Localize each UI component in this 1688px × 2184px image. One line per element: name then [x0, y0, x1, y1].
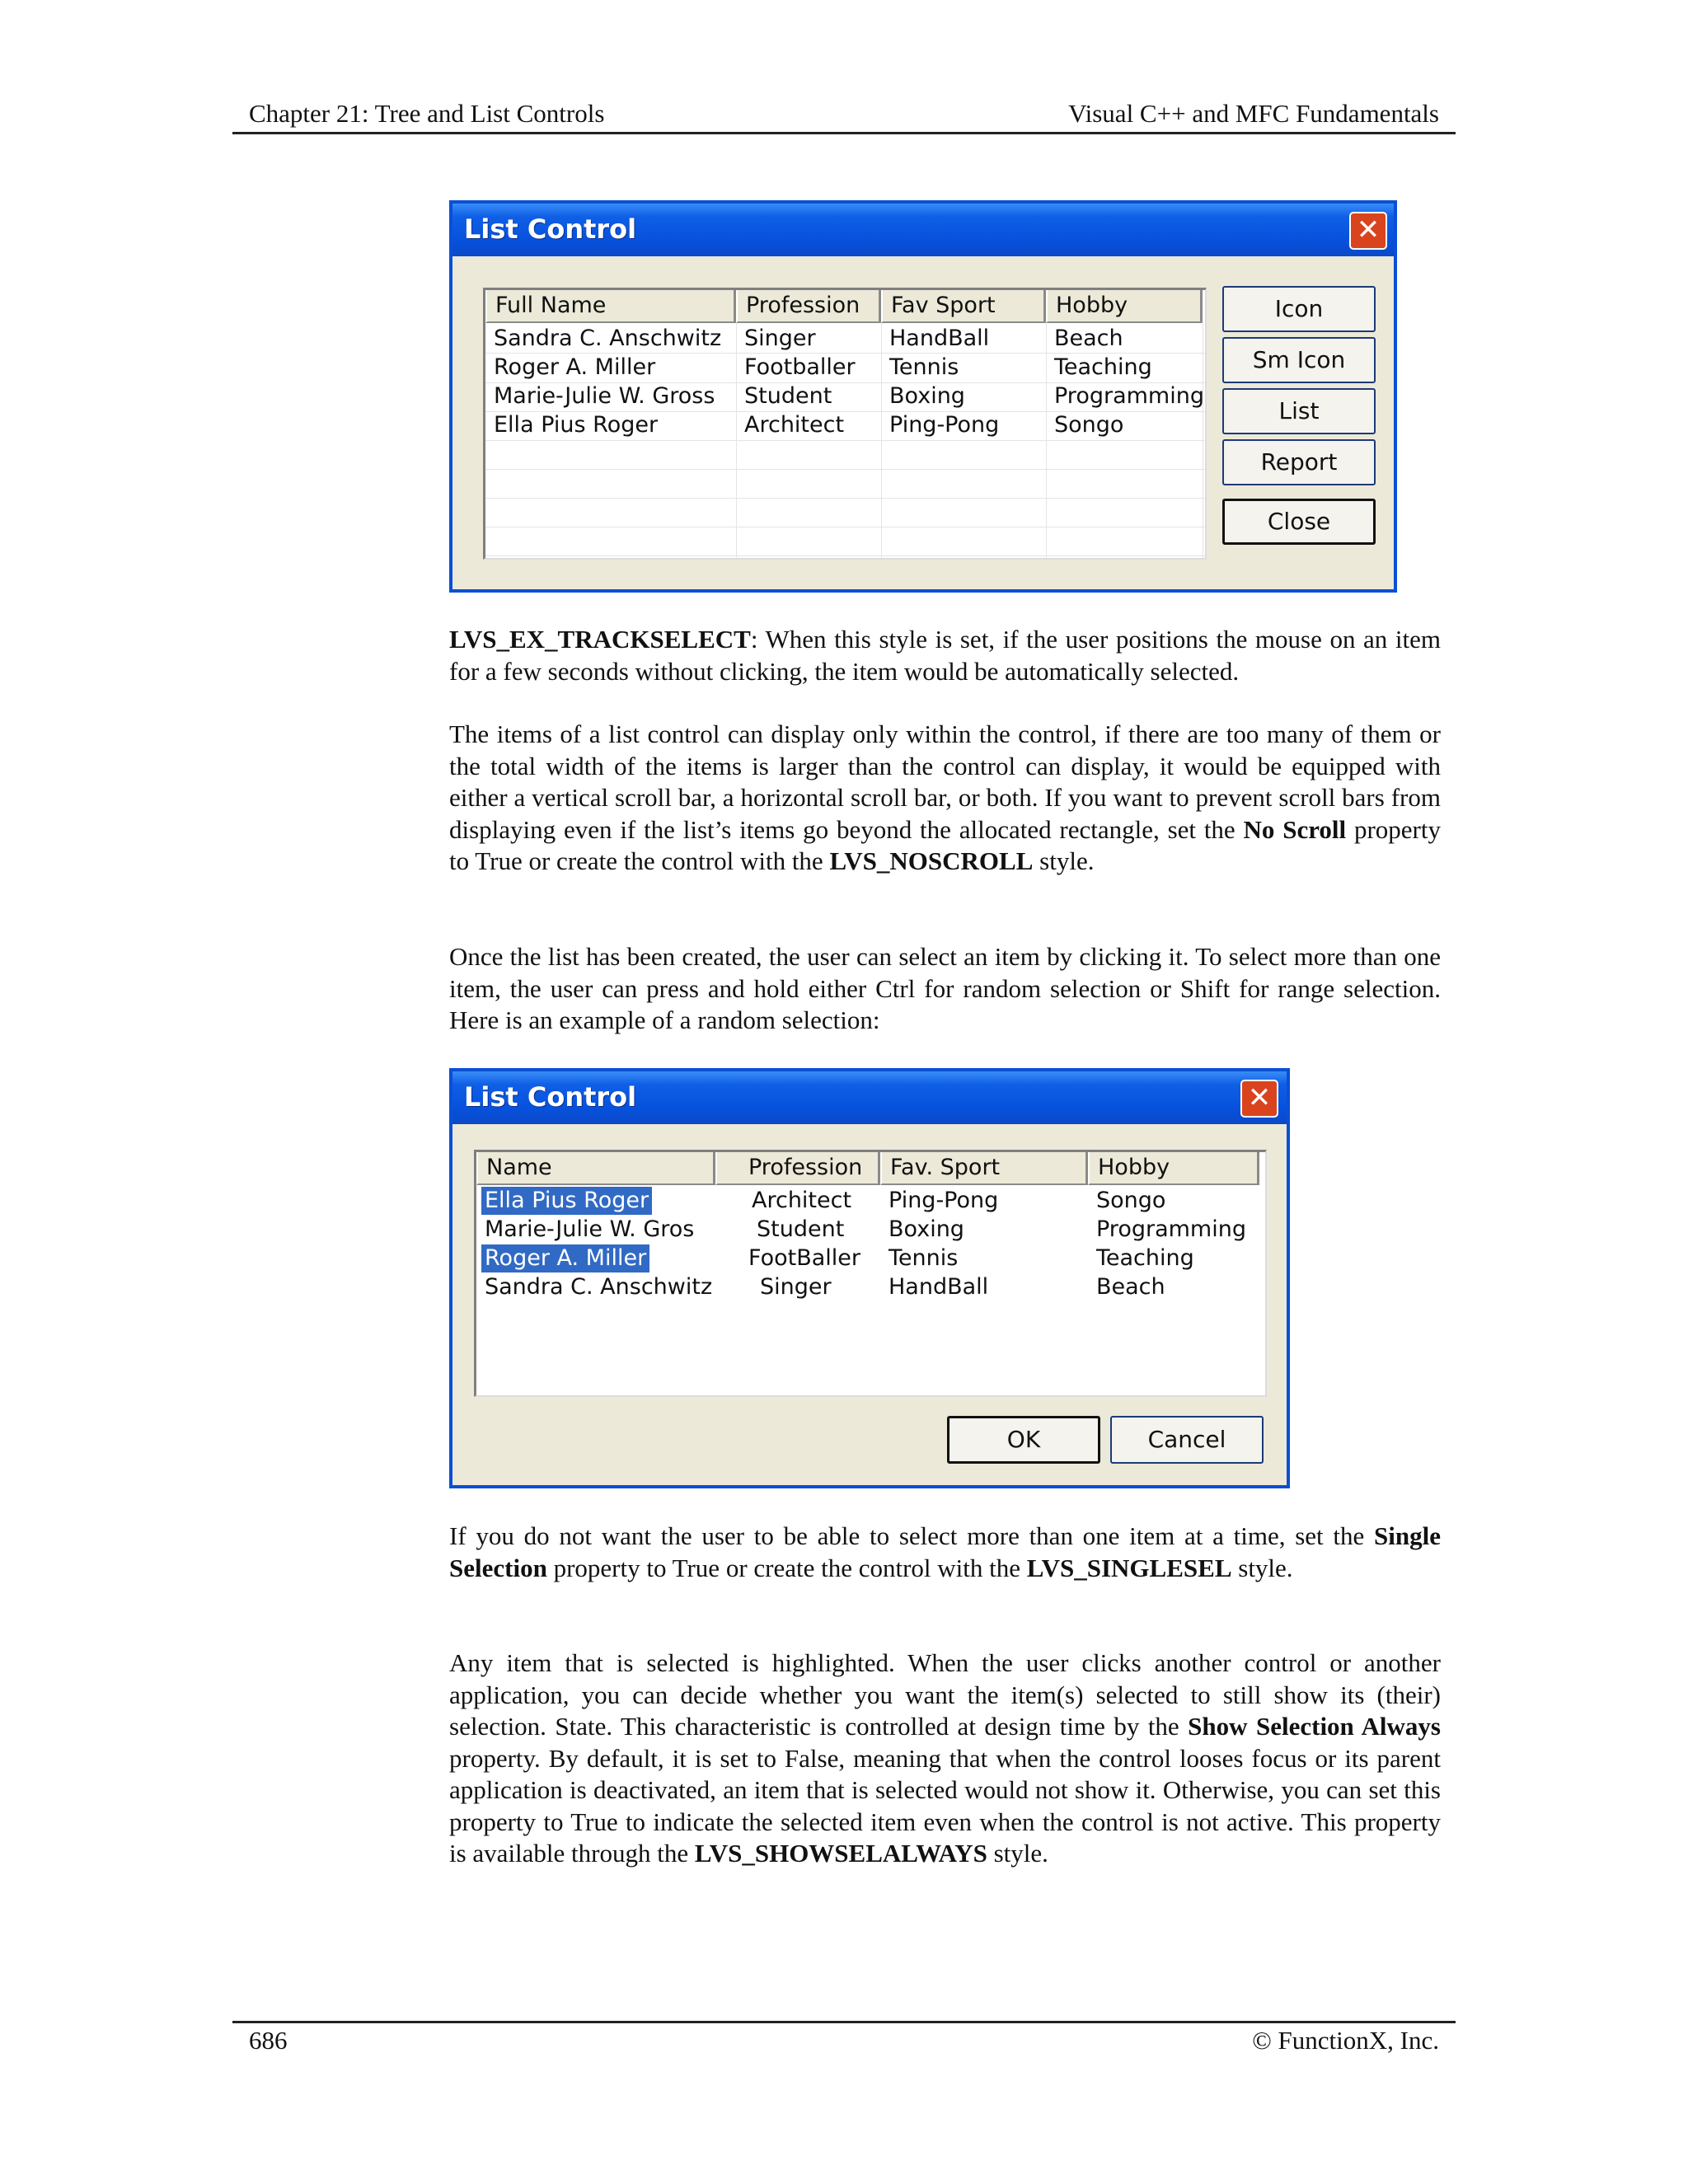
grid-line — [1046, 323, 1047, 558]
list-cell: Teaching — [1096, 1245, 1194, 1271]
grid-line — [881, 323, 882, 558]
column-header-hobby[interactable]: Hobby — [1088, 1152, 1259, 1185]
list-control-dialog-1 — [449, 200, 1397, 593]
property-no-scroll: No Scroll — [1243, 814, 1347, 844]
list-cell[interactable]: Marie-Julie W. Gross — [494, 383, 715, 409]
list-cell[interactable]: Roger A. Miller — [494, 354, 656, 380]
list-cell: Architect — [752, 1188, 852, 1213]
paragraph-showselalways — [449, 1647, 1441, 1870]
list-cell: Singer — [760, 1274, 832, 1300]
list-cell: HandBall — [889, 326, 990, 351]
paragraph-text: property to True or create the control with the — [449, 814, 1441, 875]
list-cell[interactable]: Marie-Julie W. Gros — [485, 1216, 695, 1242]
grid-line — [485, 440, 1205, 441]
term-lvs-ex-trackselect: LVS_EX_TRACKSELECT — [449, 625, 751, 654]
column-header-name[interactable]: Name — [476, 1152, 715, 1185]
dialog-title: List Control — [464, 1081, 637, 1113]
list-cell: HandBall — [889, 1274, 989, 1300]
style-lvs-noscroll: LVS_NOSCROLL — [829, 846, 1034, 875]
grid-line — [485, 469, 1205, 470]
column-header-profession[interactable]: Profession — [736, 290, 881, 323]
list-cell: FootBaller — [748, 1245, 860, 1271]
close-button[interactable]: Close — [1222, 499, 1376, 545]
list-cell: Programming — [1054, 383, 1204, 409]
column-header-fav-sport[interactable]: Fav. Sport — [880, 1152, 1088, 1185]
list-cell-selected[interactable]: Ella Pius Roger — [481, 1187, 652, 1215]
column-header-full-name[interactable]: Full Name — [485, 290, 736, 323]
paragraph-text: property. By default, it is set to False, meaning that when the control looses focus or its parent application is deactivated, an item that is selected would not show it. Otherwise, you can set this property to True to indicate the selected item even when the control is not active. This property is available through the — [449, 1743, 1441, 1868]
report-list-view[interactable] — [483, 288, 1207, 560]
icon-view-button[interactable]: Icon — [1222, 286, 1376, 332]
list-cell: Tennis — [889, 354, 959, 380]
list-cell[interactable]: Sandra C. Anschwitz — [494, 326, 722, 351]
list-cell: Ping-Pong — [889, 412, 1000, 438]
footer-rule — [232, 2021, 1456, 2023]
column-header-hobby[interactable]: Hobby — [1046, 290, 1203, 323]
paragraph-singlesel — [449, 1521, 1441, 1584]
report-view-button[interactable]: Report — [1222, 439, 1376, 485]
list-cell: Ping-Pong — [889, 1188, 999, 1213]
grid-line — [485, 555, 1205, 556]
header-rule — [232, 132, 1456, 134]
list-cell-selected[interactable]: Roger A. Miller — [481, 1244, 649, 1272]
cancel-button[interactable]: Cancel — [1110, 1416, 1264, 1464]
list-cell: Singer — [744, 326, 816, 351]
paragraph-text: style. — [987, 1839, 1048, 1868]
running-header-chapter: Chapter 21: Tree and List Controls — [249, 99, 605, 128]
list-cell: Beach — [1054, 326, 1123, 351]
list-cell: Tennis — [889, 1245, 959, 1271]
grid-line — [736, 323, 737, 558]
paragraph-text: If you do not want the user to be able to select more than one item at a time, set the — [449, 1521, 1375, 1550]
running-header-book: Visual C++ and MFC Fundamentals — [1068, 99, 1439, 128]
close-icon[interactable]: ✕ — [1349, 212, 1387, 250]
list-cell: Songo — [1054, 412, 1124, 438]
paragraph-text: property to True or create the control with the — [546, 1553, 1027, 1582]
dialog-title: List Control — [464, 213, 637, 245]
ok-button[interactable]: OK — [947, 1416, 1100, 1464]
page-number: 686 — [249, 2026, 288, 2055]
paragraph-noscroll — [449, 719, 1441, 878]
list-cell: Architect — [744, 412, 845, 438]
property-single-selection: Single Selection — [449, 1521, 1441, 1582]
style-lvs-showselalways: LVS_SHOWSELALWAYS — [694, 1839, 987, 1868]
style-lvs-singlesel: LVS_SINGLESEL — [1026, 1553, 1232, 1582]
property-show-selection-always: Show Selection Always — [1188, 1712, 1441, 1741]
title-bar[interactable] — [452, 204, 1394, 256]
list-cell[interactable]: Sandra C. Anschwitz — [485, 1274, 713, 1300]
list-cell: Boxing — [889, 383, 965, 409]
paragraph-text: The items of a list control can display only within the control, if there are too many of them or the total width of the items is larger than the control can display, it would be equipped with either a vertical scroll bar, a horizontal scroll bar, or both. If you want to prevent scroll bars from displaying even if the list’s items go beyond the allocated rectangle, set the — [449, 719, 1441, 844]
list-cell: Student — [757, 1216, 845, 1242]
list-cell: Songo — [1096, 1188, 1166, 1213]
report-list-view[interactable] — [474, 1150, 1267, 1397]
paragraph-text: Any item that is selected is highlighted. When the user clicks another control or another application, you can decide whether you want the item(s) selected to still show its (their) selection. State. This characteristic is controlled at design time by the — [449, 1648, 1441, 1741]
close-icon[interactable]: ✕ — [1240, 1080, 1278, 1118]
paragraph-text: : When this style is set, if the user positions the mouse on an item for a few seconds without clicking, the item would be automatically selected. — [449, 625, 1441, 686]
paragraph-trackselect — [449, 624, 1441, 687]
grid-line — [485, 498, 1205, 499]
paragraph-text: style. — [1033, 846, 1095, 875]
list-cell: Programming — [1096, 1216, 1246, 1242]
paragraph-text: style. — [1231, 1553, 1293, 1582]
list-cell: Beach — [1096, 1274, 1165, 1300]
title-bar[interactable] — [452, 1071, 1287, 1124]
paragraph-selection-intro — [449, 941, 1441, 1037]
list-view-button[interactable]: List — [1222, 388, 1376, 434]
small-icon-view-button[interactable]: Sm Icon — [1222, 337, 1376, 383]
list-cell: Footballer — [744, 354, 856, 380]
list-cell: Boxing — [889, 1216, 964, 1242]
list-cell[interactable]: Ella Pius Roger — [494, 412, 659, 438]
list-cell: Student — [744, 383, 832, 409]
list-cell: Teaching — [1054, 354, 1152, 380]
paragraph-text: Once the list has been created, the user can select an item by clicking it. To select more than one item, the user can press and hold either Ctrl for random selection or Shift for range selection. Here is an example of a random selection: — [449, 942, 1441, 1034]
column-header-profession[interactable]: Profession — [715, 1152, 880, 1185]
copyright-notice: © FunctionX, Inc. — [1252, 2026, 1439, 2055]
column-header-fav-sport[interactable]: Fav Sport — [881, 290, 1046, 323]
list-control-dialog-2 — [449, 1068, 1290, 1488]
